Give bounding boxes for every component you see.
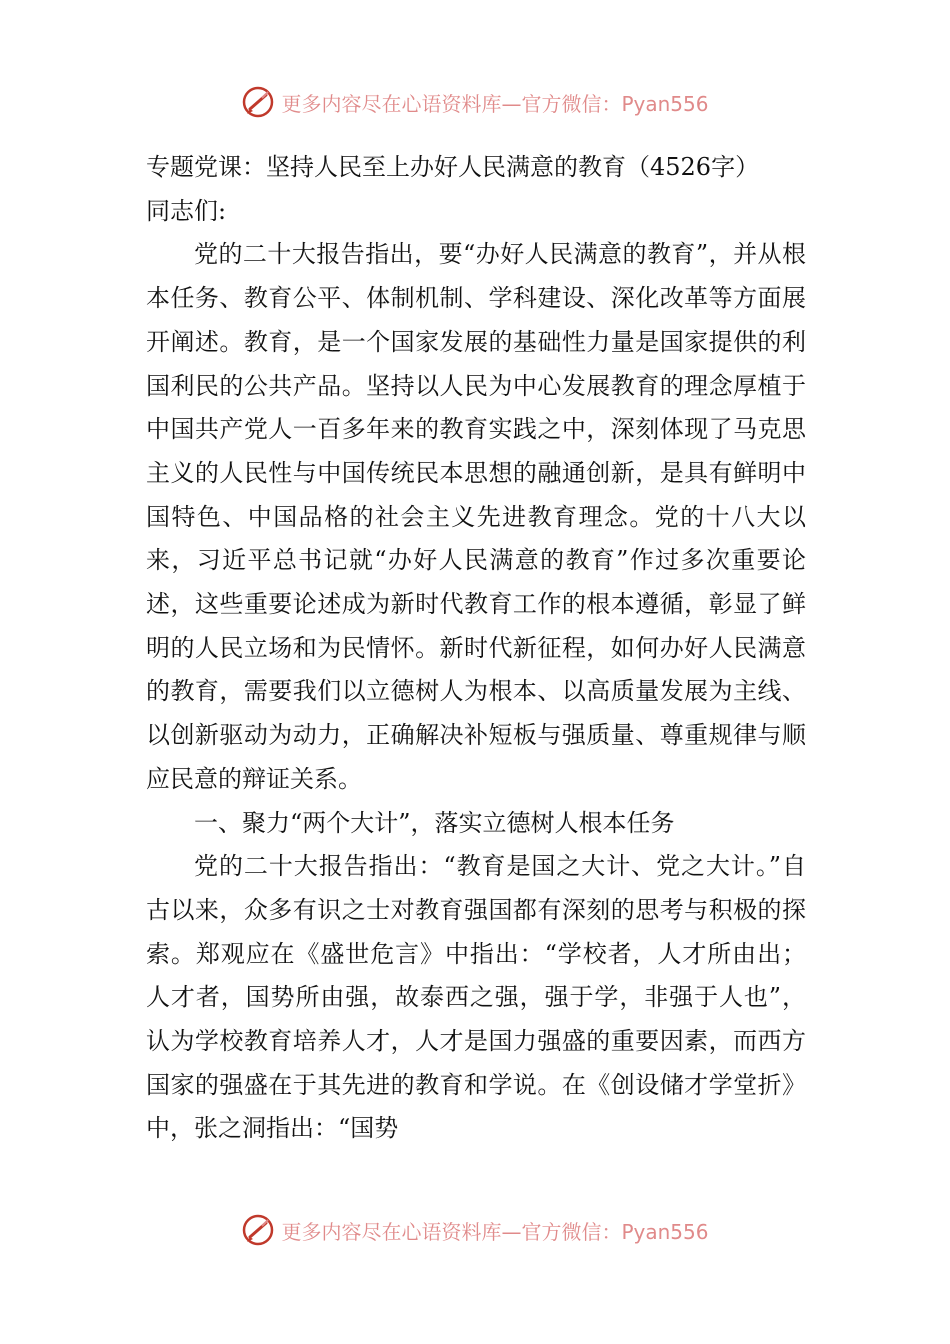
paragraph-intro: 党的二十大报告指出，要“办好人民满意的教育”，并从根本任务、教育公平、体制机制、学科建设、深化改革等方面展开阐述。教育，是一个国家发展的基础性力量是国家提供的利国利民的公共产品。坚持以人民为中心发展教育的理念厚植于中国共产党人一百多年来的教育实践之中，深刻体现了马克思主义的人民性与中国传统民本思想的融通创新，是具有鲜明中国特色、中国品格的社会主义先进教育理念。党的十八大以来，习近平总书记就“办好人民满意的教育”作过多次重要论述，这些重要论述成为新时代教育工作的根本遵循，彰显了鲜明的人民立场和为民情怀。新时代新征程，如何办好人民满意的教育，需要我们以立德树人为根本、以高质量发展为主线、以创新驱动为动力，正确解决补短板与强质量、尊重规律与顺应民意的辩证关系。 <box>146 240 806 793</box>
watermark-text: 更多内容尽在心语资料库—官方微信：Pyan556 <box>281 1219 709 1244</box>
document-body <box>146 146 806 1151</box>
watermark-text: 更多内容尽在心语资料库—官方微信：Pyan556 <box>281 91 709 116</box>
pen-logo-icon <box>241 85 275 119</box>
watermark-header <box>0 82 950 122</box>
watermark-footer <box>0 1210 950 1250</box>
document-title: 专题党课：坚持人民至上办好人民满意的教育（4526字） <box>146 153 760 181</box>
paragraph-section-1: 党的二十大报告指出：“教育是国之大计、党之大计。”自古以来，众多有识之士对教育强国都有深刻的思考与积极的探索。郑观应在《盛世危言》中指出：“学校者，人才所由出；人才者，国势所由强，故泰西之强，强于学，非强于人也”，认为学校教育培养人才，人才是国力强盛的重要因素，而西方国家的强盛在于其先进的教育和学说。在《创设储才学堂折》中，张之洞指出：“国势 <box>146 852 806 1143</box>
section-heading-1: 一、聚力“两个大计”，落实立德树人根本任务 <box>194 808 675 837</box>
pen-logo-icon <box>241 1213 275 1247</box>
salutation: 同志们: <box>146 196 227 225</box>
